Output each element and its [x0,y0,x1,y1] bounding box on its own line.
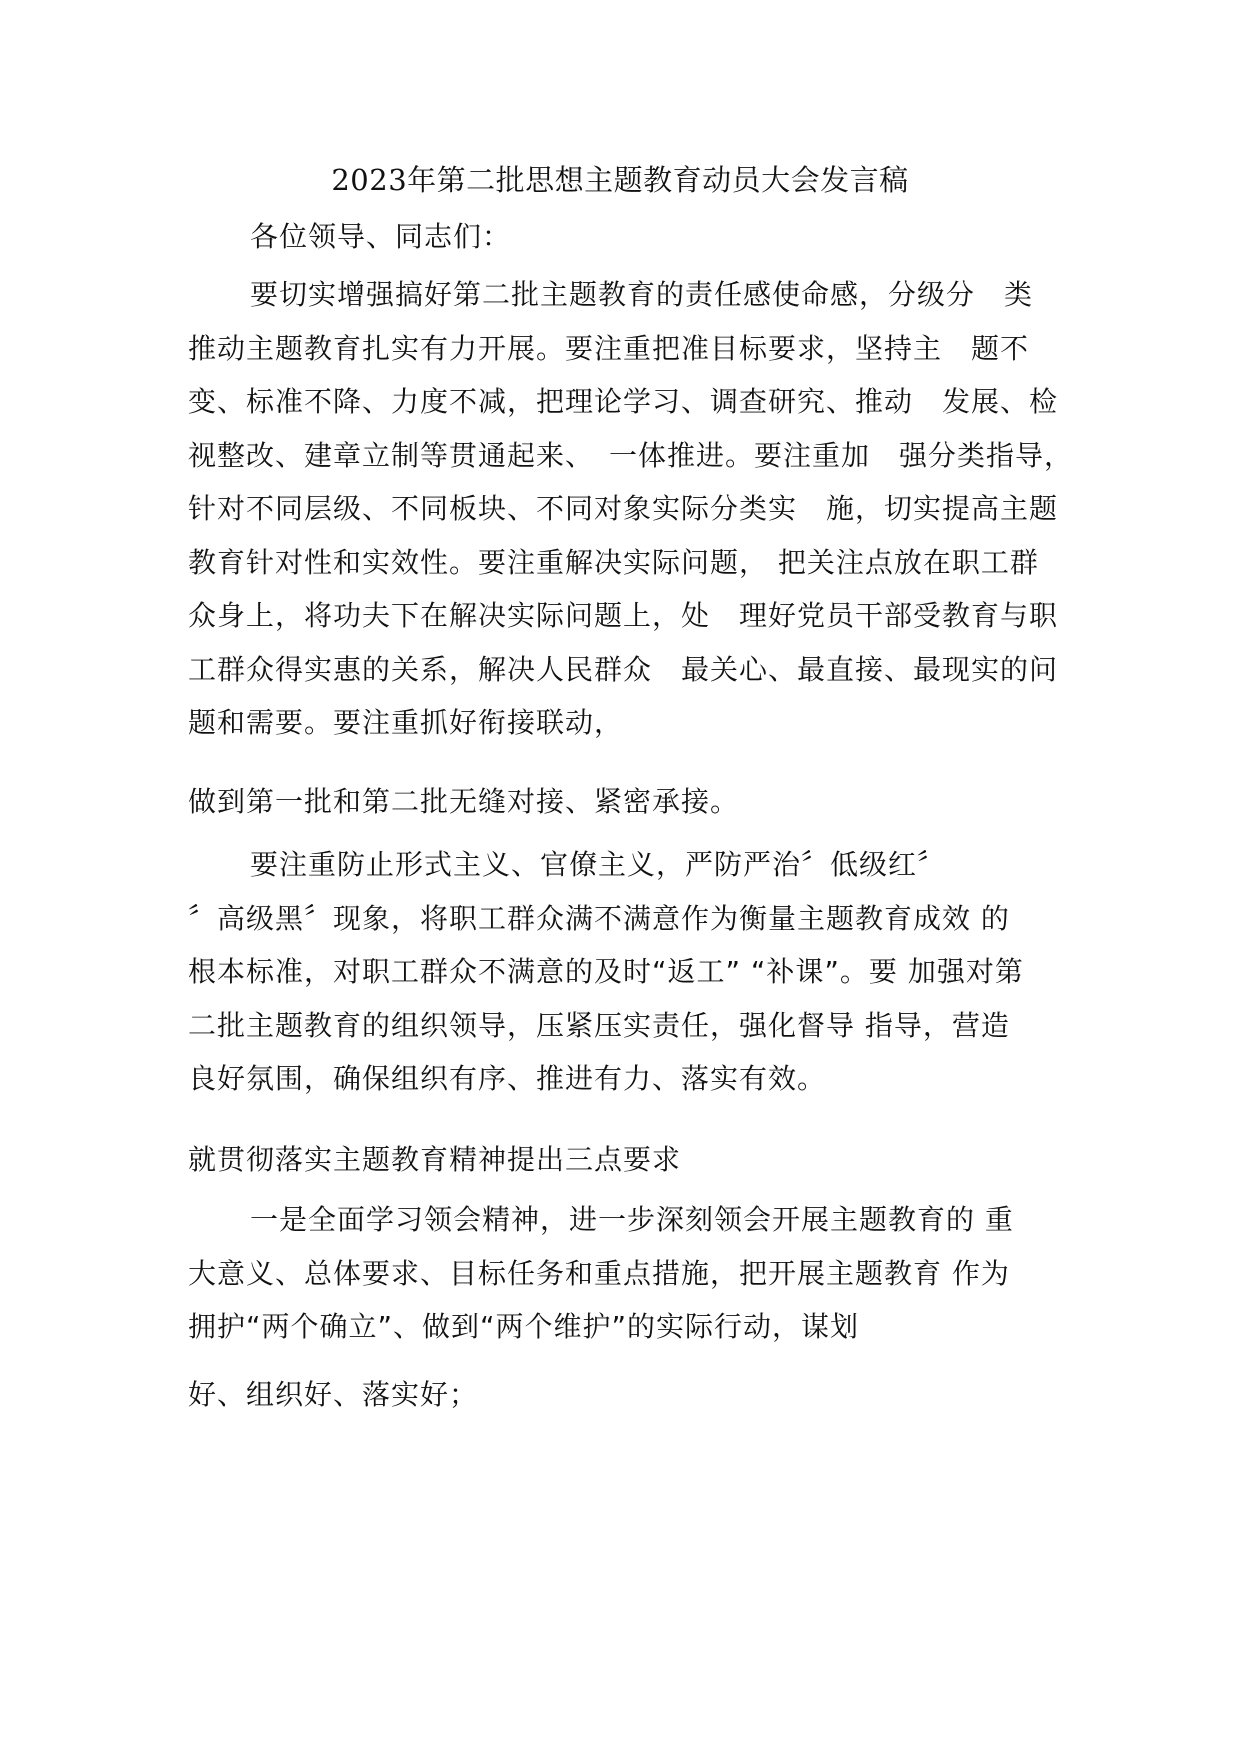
body-paragraph-1 [188,268,1074,750]
body-paragraph-2 [188,838,1068,1106]
paragraph-line: 良好氛围，确保组织有序、推进有力、落实有效。 [188,1062,827,1095]
section-heading-text: 就贯彻落实主题教育精神提出三点要求 [188,1143,682,1176]
section-heading [188,1133,1068,1187]
body-paragraph-1-continued [188,775,1068,829]
body-paragraph-3-continued [188,1368,1068,1422]
paragraph-line: 大意义、总体要求、目标任务和重点措施，把开展主题教育 作为 [188,1256,1010,1290]
body-paragraph-3 [188,1193,1068,1354]
paragraph-line: 工群众得实惠的关系，解决人民群众 最关心、最直接、最现实的问 [188,652,1059,686]
paragraph-line: 好、组织好、落实好； [188,1378,479,1411]
paragraph-line: 推动主题教育扎实有力开展。要注重把准目标要求，坚持主 题不 [188,331,1030,365]
paragraph-line: 教育针对性和实效性。要注重解决实际问题， 把关注点放在职工群 [188,545,1039,579]
paragraph-line: 根本标准，对职工群众不满意的及时“返工” “补课”。要 加强对第 [188,955,1024,988]
paragraph-line: 一是全面学习领会精神，进一步深刻领会开展主题教育的 重 [250,1203,1014,1236]
paragraph-line: 二批主题教育的组织领导，压紧压实责任，强化督导 指导，营造 [188,1008,1010,1042]
paragraph-line: 拥护“两个确立”、做到“两个维护”的实际行动，谋划 [188,1310,860,1343]
paragraph-line: 题和需要。要注重抓好衔接联动， [188,706,624,739]
paragraph-line: 针对不同层级、不同板块、不同对象实际分类实 施，切实提高主题 [188,492,1059,525]
paragraph-line: 变、标准不降、力度不减，把理论学习、调查研究、推动 发展、检 [188,385,1059,418]
paragraph-line: 〞高级黑〞现象，将职工群众满不满意作为衡量主题教育成效 的 [188,901,1010,935]
greeting-paragraph [188,210,1068,264]
paragraph-line: 众身上，将功夫下在解决实际问题上，处 理好党员干部受教育与职 [188,599,1059,632]
paragraph-line: 视整改、建章立制等贯通起来、 一体推进。要注重加 强分类指导， [188,438,1074,472]
paragraph-line: 要注重防止形式主义、官僚主义，严防严治〞低级红〞 [250,848,947,881]
paragraph-line: 要切实增强搞好第二批主题教育的责任感使命感，分级分 类 [250,278,1034,311]
paragraph-line: 做到第一批和第二批无缝对接、紧密承接。 [188,785,740,818]
greeting-line: 各位领导、同志们： [250,220,512,253]
document-title: 2023年第二批思想主题教育动员大会发言稿 [331,163,909,197]
